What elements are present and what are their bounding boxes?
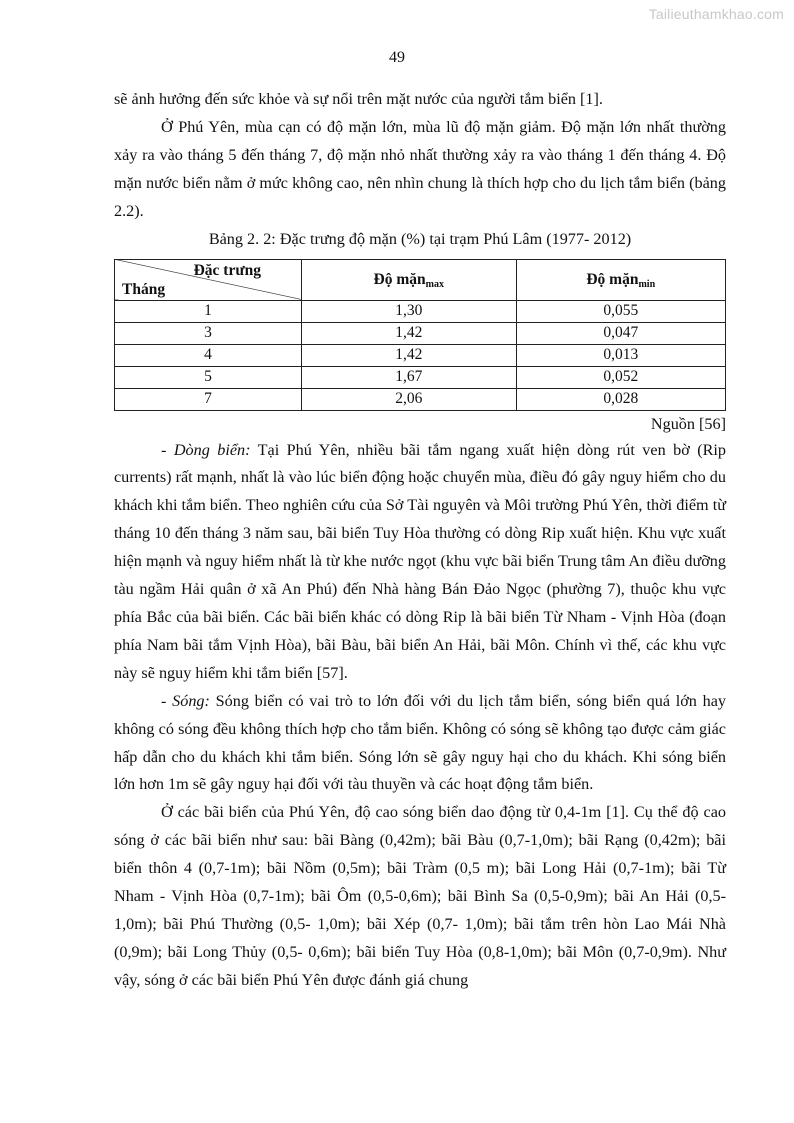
cell-min: 0,028 xyxy=(516,388,726,410)
corner-header-cell xyxy=(115,259,302,300)
column-header-max-subscript: max xyxy=(425,278,444,290)
salinity-table xyxy=(114,259,726,411)
cell-month: 1 xyxy=(115,300,302,322)
waves-text: Sóng biển có vai trò to lớn đối với du lịch tắm biển, sóng biển quá lớn hay không có sóng đều không thích hợp cho tắm biển. Không có sóng sẽ không tạo được cảm giác hấp dẫn cho du khách khi tắm biển. Sóng lớn sẽ gây nguy hại cho du khách. Khi sóng biển lớn hơn 1m sẽ gây nguy hại đối với tàu thuyền và các hoạt động tắm biển. xyxy=(114,691,727,794)
cell-max: 1,67 xyxy=(302,366,517,388)
cell-max: 1,30 xyxy=(302,300,517,322)
cell-month: 4 xyxy=(115,344,302,366)
paragraph: Ở các bãi biển của Phú Yên, độ cao sóng biển dao động từ 0,4-1m [1]. Cụ thể độ cao sóng ở các bãi biển như sau: bãi Bàng (0,42m); bãi Bàu (0,7-1,0m); bãi Rạng (0,42m); bãi biển thôn 4 (0,7-1m); bãi Nồm (0,5m); bãi Tràm (0,5 m); bãi Long Hải (0,7-1m); bãi Từ Nham - Vịnh Hòa (0,7-1m); bãi Ôm (0,5-0,6m); bãi Bình Sa (0,5-0,9m); bãi An Hải (0,5- 1,0m); bãi Phú Thường (0,5- 1,0m); bãi Xép (0,7- 1,0m); bãi tắm trên hòn Lao Mái Nhà (0,9m); bãi Long Thủy (0,5- 0,6m); bãi biển Tuy Hòa (0,8-1,0m); bãi Môn (0,7-0,9m). Như vậy, sóng ở các bãi biển Phú Yên được đánh giá chung xyxy=(114,803,726,989)
paragraph-waves xyxy=(114,688,726,800)
table-row xyxy=(115,300,726,322)
column-header-min xyxy=(516,259,726,300)
paragraph: Ở Phú Yên, mùa cạn có độ mặn lớn, mùa lũ độ mặn giảm. Độ mặn lớn nhất thường xảy ra vào tháng 5 đến tháng 7, độ mặn nhỏ nhất thường xảy ra vào tháng 1 đến tháng 4. Độ mặn nước biển nằm ở mức không cao, nên nhìn chung là thích hợp cho du lịch tắm biển (bảng 2.2). xyxy=(114,117,726,220)
corner-label-characteristic: Đặc trưng xyxy=(193,261,261,279)
table-caption: Bảng 2. 2: Đặc trưng độ mặn (%) tại trạm Phú Lâm (1977- 2012) xyxy=(208,229,632,248)
paragraph-currents xyxy=(114,437,726,688)
currents-text: Tại Phú Yên, nhiều bãi tắm ngang xuất hiện dòng rút ven bờ (Rip currents) rất mạnh, nhất là vào lúc biển động hoặc chuyển mùa, điều đó gây nguy hiểm cho du khách khi tắm biển. Theo nghiên cứu của Sở Tài nguyên và Môi trường Phú Yên, thời điểm từ tháng 10 đến tháng 3 năm sau, bãi biển Tuy Hòa thường có dòng Rip xuất hiện. Khu vực xuất hiện mạnh và nguy hiểm nhất là từ khe nước ngọt (khu vực bãi biển Trung tâm An điều dưỡng tàu ngầm Hải quân ở xã An Phú) đến Nhà hàng Bán Đảo Ngọc (phường 7), thuộc khu vực phía Bắc của bãi biển. Các bãi biển khác có dòng Rip là bãi biển Từ Nham - Vịnh Hòa (đoạn phía Nam bãi tắm Vịnh Hòa), bãi Bàu, bãi biển An Hải, bãi Môn. Chính vì thế, các khu vực này sẽ nguy hiểm khi tắm biển [57]. xyxy=(114,440,726,682)
cell-min: 0,052 xyxy=(516,366,726,388)
column-header-min-subscript: min xyxy=(638,278,656,290)
currents-label: - Dòng biển: xyxy=(161,440,251,459)
cell-month: 5 xyxy=(115,366,302,388)
column-header-max-text: Độ mặn xyxy=(373,270,426,288)
table-source: Nguồn [56] xyxy=(650,414,726,433)
table-row xyxy=(115,344,726,366)
cell-min: 0,055 xyxy=(516,300,726,322)
waves-label: - Sóng: xyxy=(161,691,210,710)
cell-month: 3 xyxy=(115,322,302,344)
column-header-max xyxy=(302,259,517,300)
table-row xyxy=(115,366,726,388)
cell-max: 1,42 xyxy=(302,322,517,344)
corner-label-month: Tháng xyxy=(122,280,166,298)
cell-min: 0,013 xyxy=(516,344,726,366)
cell-min: 0,047 xyxy=(516,322,726,344)
table-header-row xyxy=(115,259,726,300)
page-number: 49 xyxy=(389,49,405,66)
column-header-min-text: Độ mặn xyxy=(586,270,639,288)
cell-month: 7 xyxy=(115,388,302,410)
cell-max: 1,42 xyxy=(302,344,517,366)
document-body xyxy=(114,86,726,995)
table-row xyxy=(115,388,726,410)
table-row xyxy=(115,322,726,344)
watermark: Tailieuthamkhao.com xyxy=(648,6,784,22)
cell-max: 2,06 xyxy=(302,388,517,410)
paragraph: sẽ ảnh hưởng đến sức khỏe và sự nổi trên mặt nước của người tắm biển [1]. xyxy=(114,90,603,108)
